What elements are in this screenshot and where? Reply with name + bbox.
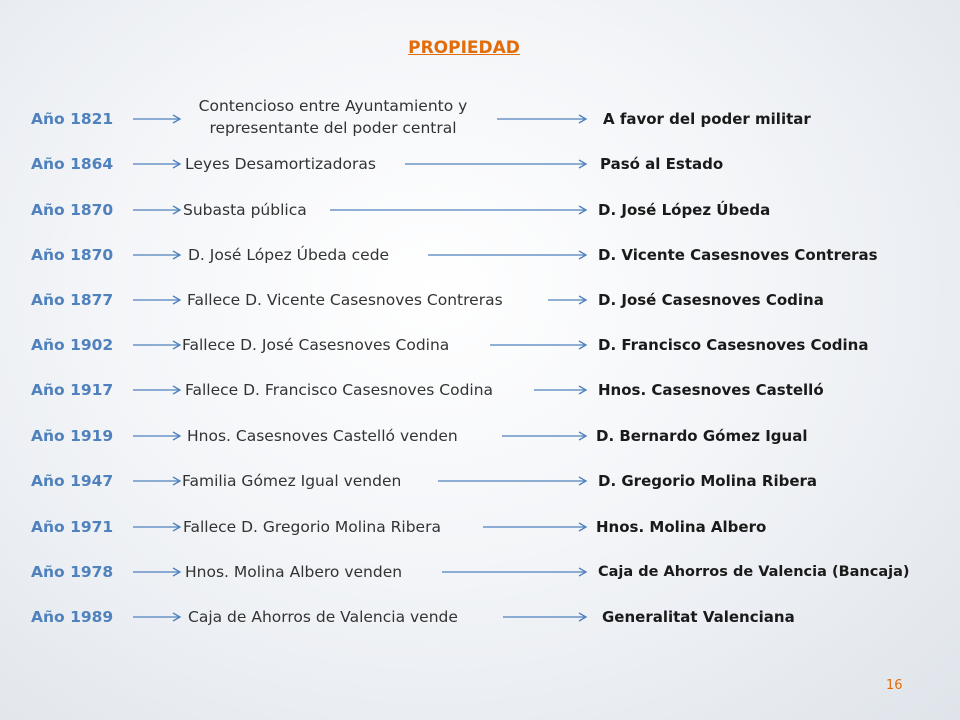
event-text: Subasta pública bbox=[183, 201, 307, 219]
timeline-row bbox=[0, 604, 960, 630]
timeline-row bbox=[0, 287, 960, 313]
event-text: Caja de Ahorros de Valencia vende bbox=[188, 608, 458, 626]
arrow-icon bbox=[442, 567, 589, 577]
arrow-icon bbox=[483, 522, 589, 532]
result-text: D. Bernardo Gómez Igual bbox=[596, 427, 808, 445]
year-label: Año 1947 bbox=[31, 472, 114, 490]
result-text: D. José López Úbeda bbox=[598, 201, 771, 219]
timeline-row bbox=[0, 377, 960, 403]
arrow-icon bbox=[133, 522, 183, 532]
year-label: Año 1978 bbox=[31, 563, 114, 581]
timeline-row bbox=[0, 197, 960, 223]
result-text: Caja de Ahorros de Valencia (Bancaja) bbox=[598, 564, 910, 580]
event-text: Fallece D. José Casesnoves Codina bbox=[182, 336, 450, 354]
page-number: 16 bbox=[886, 678, 903, 693]
result-text: D. José Casesnoves Codina bbox=[598, 291, 824, 309]
result-text: Pasó al Estado bbox=[600, 155, 724, 173]
event-text: Hnos. Molina Albero venden bbox=[185, 563, 403, 581]
arrow-icon bbox=[503, 612, 589, 622]
arrow-icon bbox=[497, 114, 589, 124]
arrow-icon bbox=[490, 340, 589, 350]
arrow-icon bbox=[428, 250, 589, 260]
page-title: PROPIEDAD bbox=[408, 38, 520, 58]
timeline-row bbox=[0, 514, 960, 540]
arrow-icon bbox=[133, 250, 183, 260]
arrow-icon bbox=[133, 114, 183, 124]
year-label: Año 1902 bbox=[31, 336, 114, 354]
year-label: Año 1864 bbox=[31, 155, 114, 173]
timeline-row bbox=[0, 559, 960, 585]
result-text: A favor del poder militar bbox=[603, 110, 811, 128]
event-text: Familia Gómez Igual venden bbox=[182, 472, 402, 490]
timeline-row bbox=[0, 151, 960, 177]
timeline-row bbox=[0, 423, 960, 449]
arrow-icon bbox=[534, 385, 589, 395]
year-label: Año 1821 bbox=[31, 110, 114, 128]
result-text: D. Francisco Casesnoves Codina bbox=[598, 336, 869, 354]
year-label: Año 1919 bbox=[31, 427, 114, 445]
arrow-icon bbox=[133, 385, 183, 395]
year-label: Año 1971 bbox=[31, 518, 114, 536]
event-text: D. José López Úbeda cede bbox=[188, 246, 390, 264]
timeline-row bbox=[0, 97, 960, 137]
result-text: Hnos. Casesnoves Castelló bbox=[598, 381, 824, 399]
year-label: Año 1870 bbox=[31, 201, 114, 219]
year-label: Año 1917 bbox=[31, 381, 114, 399]
event-text: Fallece D. Francisco Casesnoves Codina bbox=[185, 381, 494, 399]
arrow-icon bbox=[133, 159, 183, 169]
year-label: Año 1877 bbox=[31, 291, 114, 309]
arrow-icon bbox=[133, 476, 183, 486]
arrow-icon bbox=[548, 295, 589, 305]
arrow-icon bbox=[405, 159, 589, 169]
event-text: Fallece D. Gregorio Molina Ribera bbox=[183, 518, 441, 536]
year-label: Año 1989 bbox=[31, 608, 114, 626]
year-label: Año 1870 bbox=[31, 246, 114, 264]
result-text: D. Vicente Casesnoves Contreras bbox=[598, 246, 878, 264]
result-text: Generalitat Valenciana bbox=[602, 608, 795, 626]
result-text: Hnos. Molina Albero bbox=[596, 518, 767, 536]
event-text: Fallece D. Vicente Casesnoves Contreras bbox=[187, 291, 503, 309]
arrow-icon bbox=[133, 295, 183, 305]
arrow-icon bbox=[133, 567, 183, 577]
arrow-icon bbox=[133, 205, 183, 215]
arrow-icon bbox=[133, 431, 183, 441]
arrow-icon bbox=[133, 612, 183, 622]
event-text: Leyes Desamortizadoras bbox=[185, 155, 376, 173]
arrow-icon bbox=[133, 340, 183, 350]
arrow-icon bbox=[502, 431, 589, 441]
event-text: Hnos. Casesnoves Castelló venden bbox=[187, 427, 458, 445]
result-text: D. Gregorio Molina Ribera bbox=[598, 472, 818, 490]
arrow-icon bbox=[438, 476, 589, 486]
timeline-row bbox=[0, 242, 960, 268]
arrow-icon bbox=[330, 205, 589, 215]
event-text: Contencioso entre Ayuntamiento y representante del poder central bbox=[198, 97, 468, 137]
timeline-row bbox=[0, 468, 960, 494]
timeline-row bbox=[0, 332, 960, 358]
